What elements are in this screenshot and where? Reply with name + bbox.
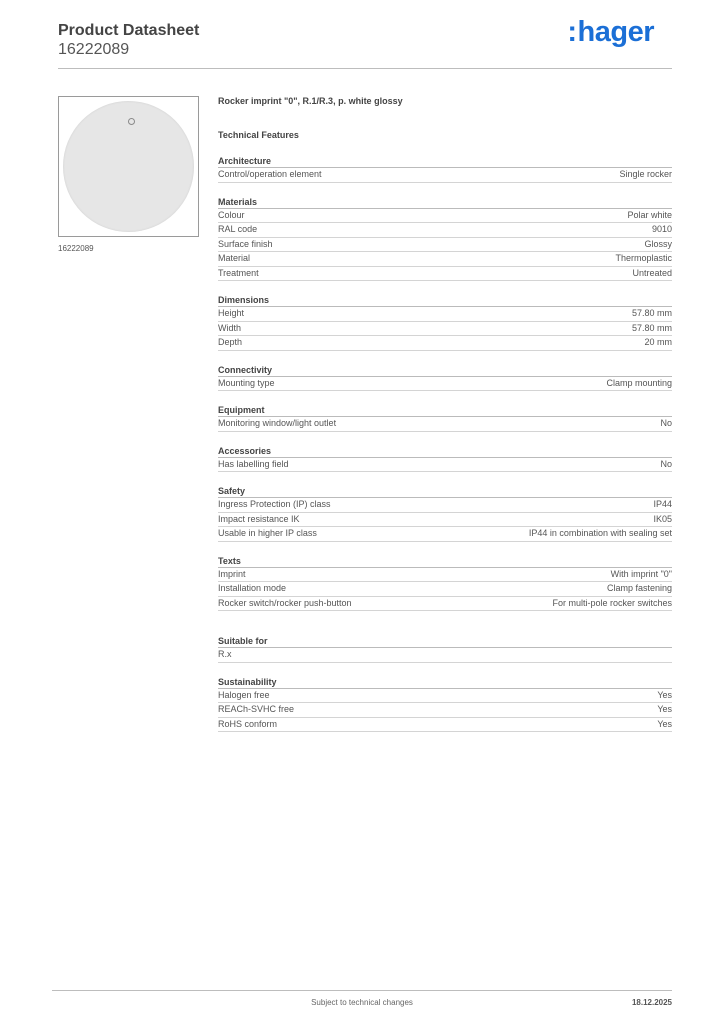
spec-label: Mounting type <box>218 377 275 388</box>
spec-label: Treatment <box>218 267 259 278</box>
section-title: Equipment <box>218 404 672 417</box>
spec-row <box>218 703 672 718</box>
spec-value: Polar white <box>627 209 672 220</box>
spec-row <box>218 498 672 513</box>
section-title: Texts <box>218 555 672 568</box>
spec-label: Control/operation element <box>218 169 322 179</box>
section-title: Dimensions <box>218 294 672 307</box>
spec-value: Clamp mounting <box>606 377 672 388</box>
hager-logo: :hager <box>567 16 654 48</box>
spec-row <box>218 718 672 733</box>
spec-label: Colour <box>218 209 245 220</box>
spec-row <box>218 648 672 663</box>
spec-row <box>218 527 672 542</box>
imprint-zero-icon <box>128 118 135 125</box>
section <box>218 445 672 473</box>
footer-divider <box>52 990 672 991</box>
product-name: Rocker imprint "0", R.1/R.3, p. white glossy <box>218 96 403 106</box>
footer-date: 18.12.2025 <box>631 998 672 1007</box>
spec-label: Halogen free <box>218 689 270 700</box>
section-title: Architecture <box>218 155 672 168</box>
spec-value: Yes <box>657 718 672 729</box>
spec-value: 57.80 mm <box>631 322 672 333</box>
section <box>218 555 672 612</box>
spec-row <box>218 238 672 253</box>
product-content <box>218 96 672 732</box>
header-divider <box>58 68 672 69</box>
spec-row <box>218 597 672 612</box>
spec-value: No <box>660 458 672 469</box>
spec-row <box>218 458 672 473</box>
spec-label: Has labelling field <box>218 458 289 469</box>
spec-value: Untreated <box>632 267 672 278</box>
spec-value: With imprint "0" <box>610 568 672 579</box>
section <box>218 676 672 733</box>
spec-value: Yes <box>657 689 672 700</box>
logo-text: hager <box>577 16 654 48</box>
spec-label: Rocker switch/rocker push-button <box>218 597 352 608</box>
spec-label: Surface finish <box>218 238 273 249</box>
document-number: 16222089 <box>58 41 130 58</box>
spec-value: Single rocker <box>619 169 672 179</box>
spec-label: RAL code <box>218 224 258 234</box>
technical-features-title: Technical Features <box>218 130 299 140</box>
image-caption: 16222089 <box>58 244 94 253</box>
spec-row <box>218 417 672 432</box>
spec-row <box>218 252 672 267</box>
spec-label: R.x <box>218 649 232 659</box>
spec-label: Height <box>218 308 245 318</box>
spec-row <box>218 322 672 337</box>
section <box>218 635 672 663</box>
section-title: Materials <box>218 196 672 209</box>
spec-row <box>218 267 672 282</box>
product-rocker-image <box>63 101 194 232</box>
spec-row <box>218 336 672 351</box>
spec-row <box>218 568 672 583</box>
spec-row <box>218 223 672 238</box>
spec-value: Clamp fastening <box>606 583 672 593</box>
spec-label: Impact resistance IK <box>218 513 300 524</box>
spec-row <box>218 582 672 597</box>
spec-label: Imprint <box>218 568 246 579</box>
spec-label: Material <box>218 253 251 263</box>
spec-label: Depth <box>218 337 243 347</box>
spec-row <box>218 513 672 528</box>
spec-label: Width <box>218 322 242 333</box>
spec-label: Ingress Protection (IP) class <box>218 499 331 509</box>
spec-value: For multi-pole rocker switches <box>552 597 672 608</box>
spec-row <box>218 168 672 183</box>
section <box>218 196 672 282</box>
feature-sections <box>218 155 672 732</box>
spec-row <box>218 377 672 392</box>
section <box>218 155 672 183</box>
section-title: Connectivity <box>218 364 672 377</box>
spec-value: Thermoplastic <box>615 253 672 263</box>
spec-label: Usable in higher IP class <box>218 528 317 538</box>
spec-value: Glossy <box>644 238 672 249</box>
section-title: Accessories <box>218 445 672 458</box>
spec-label: Monitoring window/light outlet <box>218 418 337 428</box>
spec-value: Yes <box>657 704 672 714</box>
section <box>218 364 672 392</box>
spec-label: RoHS conform <box>218 718 278 729</box>
spec-value: IP44 <box>653 499 672 509</box>
spec-value: 57.80 mm <box>631 308 672 318</box>
section-title: Suitable for <box>218 635 672 648</box>
product-image-frame <box>58 96 199 237</box>
section <box>218 294 672 351</box>
spec-value: 9010 <box>651 224 672 234</box>
document-title: Product Datasheet <box>58 22 200 39</box>
section-title: Sustainability <box>218 676 672 689</box>
document-header <box>58 22 199 60</box>
spec-label: REACh-SVHC free <box>218 704 295 714</box>
spec-value: 20 mm <box>644 337 672 347</box>
section-title: Safety <box>218 485 672 498</box>
spec-row <box>218 307 672 322</box>
spec-row <box>218 209 672 224</box>
section <box>218 485 672 542</box>
section <box>218 404 672 432</box>
spec-value: IK05 <box>653 513 672 524</box>
spec-value: No <box>660 418 672 428</box>
spec-label: Installation mode <box>218 583 287 593</box>
spec-row <box>218 689 672 704</box>
footer-note: Subject to technical changes <box>311 998 413 1007</box>
spec-value: IP44 in combination with sealing set <box>528 528 672 538</box>
